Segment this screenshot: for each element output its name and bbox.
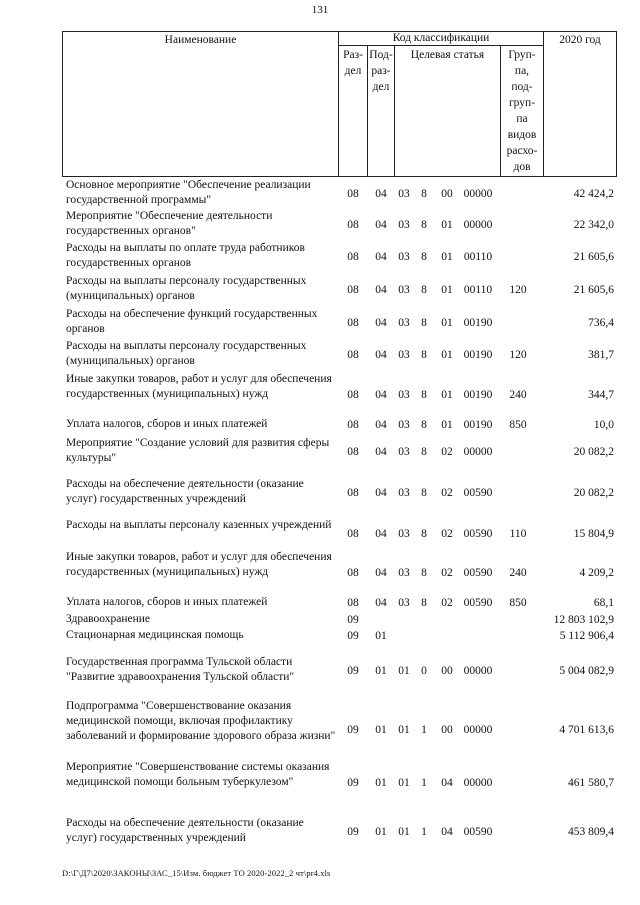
row-name: Уплата налогов, сборов и иных платежей (66, 596, 268, 608)
cell-amount: 461 580,7 (568, 777, 614, 789)
cell-cs1: 03 (398, 188, 410, 200)
cell-vr: 850 (509, 597, 527, 609)
cell-podrazdel: 01 (375, 630, 387, 642)
header-left-border (62, 31, 63, 177)
row-name: Расходы на обеспечение функций государственных органов (66, 308, 318, 335)
row-name: Уплата налогов, сборов и иных платежей (66, 418, 268, 430)
cell-amount: 344,7 (588, 389, 614, 401)
cell-cs1: 01 (398, 826, 410, 838)
header-code-right-border (543, 31, 544, 177)
cell-cs3: 00 (441, 188, 453, 200)
cell-cs1: 01 (398, 665, 410, 677)
cell-amount: 10,0 (593, 419, 614, 431)
cell-cs4: 00000 (463, 219, 493, 231)
cell-cs4: 00000 (463, 188, 493, 200)
cell-cs1: 01 (398, 777, 410, 789)
cell-vr: 240 (509, 567, 527, 579)
cell-amount: 5 112 906,4 (559, 630, 614, 642)
cell-cs4: 00590 (463, 487, 493, 499)
cell-cs1: 03 (398, 251, 410, 263)
row-name: Расходы на выплаты персоналу казенных учреждений (66, 519, 332, 531)
header-year: 2020 год (559, 34, 601, 46)
row-name: Стационарная медицинская помощь (66, 629, 244, 641)
cell-cs2: 8 (421, 419, 427, 431)
cell-amount: 736,4 (588, 317, 614, 329)
cell-cs3: 02 (441, 487, 453, 499)
cell-razdel: 08 (347, 317, 359, 329)
cell-amount: 4 209,2 (579, 567, 614, 579)
cell-cs2: 1 (421, 724, 427, 736)
header-bottom-border (62, 176, 617, 177)
header-group: Груп- па, под- груп- па видов расхо- дов (506, 49, 538, 173)
row-name: Подпрограмма "Совершенствование оказания медицинской помощи, включая профилактику заболеваний и формирование здорового образа жизни" (66, 700, 336, 742)
row-name: Мероприятие "Создание условий для развития сферы культуры" (66, 437, 330, 464)
page-number: 131 (311, 4, 329, 16)
cell-podrazdel: 04 (375, 528, 387, 540)
header-section: Раз- дел (343, 49, 363, 77)
cell-cs4: 00190 (463, 419, 493, 431)
cell-cs4: 00000 (463, 777, 493, 789)
cell-vr: 240 (509, 389, 527, 401)
cell-cs3: 01 (441, 419, 453, 431)
row-name: Расходы на выплаты персоналу государственных (муниципальных) органов (66, 340, 307, 367)
cell-cs3: 04 (441, 826, 453, 838)
cell-amount: 21 605,6 (573, 251, 614, 263)
cell-cs1: 03 (398, 219, 410, 231)
cell-amount: 15 804,9 (573, 528, 614, 540)
cell-cs3: 02 (441, 528, 453, 540)
cell-razdel: 08 (347, 487, 359, 499)
cell-razdel: 09 (347, 777, 359, 789)
cell-cs4: 00000 (463, 724, 493, 736)
cell-razdel: 09 (347, 724, 359, 736)
cell-cs1: 03 (398, 284, 410, 296)
cell-podrazdel: 04 (375, 567, 387, 579)
cell-cs4: 00590 (463, 567, 493, 579)
cell-razdel: 08 (347, 446, 359, 458)
cell-podrazdel: 04 (375, 219, 387, 231)
cell-cs1: 03 (398, 349, 410, 361)
cell-razdel: 08 (347, 284, 359, 296)
cell-cs4: 00190 (463, 317, 493, 329)
cell-cs3: 02 (441, 567, 453, 579)
cell-cs1: 03 (398, 389, 410, 401)
cell-cs2: 8 (421, 567, 427, 579)
cell-cs2: 8 (421, 389, 427, 401)
cell-cs3: 01 (441, 317, 453, 329)
cell-cs3: 00 (441, 665, 453, 677)
cell-podrazdel: 04 (375, 419, 387, 431)
cell-razdel: 08 (347, 219, 359, 231)
cell-cs3: 01 (441, 389, 453, 401)
cell-cs3: 01 (441, 219, 453, 231)
row-name: Государственная программа Тульской области "Развитие здравоохранения Тульской области" (66, 656, 295, 683)
header-name: Наименование (164, 34, 237, 46)
cell-podrazdel: 01 (375, 777, 387, 789)
cell-cs1: 03 (398, 597, 410, 609)
row-name: Иные закупки товаров, работ и услуг для обеспечения государственных (муниципальных) нужд (66, 551, 332, 578)
cell-cs4: 00590 (463, 528, 493, 540)
row-name: Здравоохранение (66, 613, 151, 625)
cell-razdel: 08 (347, 419, 359, 431)
header-code: Код классификации (392, 32, 490, 44)
cell-podrazdel: 01 (375, 665, 387, 677)
row-name: Расходы на выплаты персоналу государственных (муниципальных) органов (66, 275, 307, 302)
cell-cs4: 00000 (463, 665, 493, 677)
cell-razdel: 09 (347, 826, 359, 838)
cell-vr: 120 (509, 349, 527, 361)
cell-razdel: 08 (347, 389, 359, 401)
cell-razdel: 08 (347, 597, 359, 609)
cell-cs2: 8 (421, 597, 427, 609)
cell-vr: 120 (509, 284, 527, 296)
cell-cs2: 8 (421, 317, 427, 329)
cell-podrazdel: 04 (375, 251, 387, 263)
cell-amount: 21 605,6 (573, 284, 614, 296)
cell-podrazdel: 01 (375, 826, 387, 838)
cell-razdel: 08 (347, 251, 359, 263)
cell-razdel: 09 (347, 665, 359, 677)
cell-cs4: 00590 (463, 826, 493, 838)
cell-razdel: 09 (347, 614, 359, 626)
cell-cs3: 01 (441, 349, 453, 361)
cell-cs4: 00190 (463, 349, 493, 361)
cell-cs2: 0 (421, 665, 427, 677)
cell-cs1: 03 (398, 528, 410, 540)
cell-cs2: 8 (421, 251, 427, 263)
cell-cs2: 8 (421, 188, 427, 200)
cell-amount: 42 424,2 (573, 188, 614, 200)
row-name: Мероприятие "Совершенствование системы оказания медицинской помощи больным туберкулезом" (66, 761, 330, 788)
cell-podrazdel: 01 (375, 724, 387, 736)
cell-cs1: 03 (398, 419, 410, 431)
footer-file-path: D:\Г\Д7\2020\ЗАКОНЫ\ЗАС_15\Изм. бюджет ТО 2020-2022_2 чт\pr4.xls (62, 868, 331, 878)
cell-razdel: 08 (347, 188, 359, 200)
cell-cs1: 03 (398, 487, 410, 499)
cell-podrazdel: 04 (375, 284, 387, 296)
header-right-border (616, 31, 617, 177)
cell-cs2: 8 (421, 487, 427, 499)
cell-amount: 20 082,2 (573, 487, 614, 499)
cell-cs2: 8 (421, 446, 427, 458)
cell-podrazdel: 04 (375, 317, 387, 329)
cell-podrazdel: 04 (375, 188, 387, 200)
header-subsection: Под- раз- дел (369, 49, 393, 93)
cell-podrazdel: 04 (375, 446, 387, 458)
row-name: Расходы на обеспечение деятельности (оказание услуг) государственных учреждений (66, 478, 304, 505)
row-name: Мероприятие "Обеспечение деятельности государственных органов" (66, 210, 273, 237)
cell-cs3: 00 (441, 724, 453, 736)
cell-cs1: 03 (398, 446, 410, 458)
row-name: Расходы на обеспечение деятельности (оказание услуг) государственных учреждений (66, 817, 304, 844)
cell-razdel: 08 (347, 528, 359, 540)
header-subsection-divider (394, 45, 395, 177)
cell-amount: 20 082,2 (573, 446, 614, 458)
cell-cs2: 1 (421, 777, 427, 789)
cell-amount: 453 809,4 (568, 826, 614, 838)
cell-amount: 5 004 082,9 (559, 665, 614, 677)
cell-cs2: 8 (421, 284, 427, 296)
cell-cs2: 8 (421, 349, 427, 361)
cell-cs1: 01 (398, 724, 410, 736)
cell-razdel: 09 (347, 630, 359, 642)
cell-podrazdel: 04 (375, 487, 387, 499)
cell-cs4: 00110 (463, 284, 493, 296)
cell-cs3: 01 (441, 251, 453, 263)
cell-cs2: 8 (421, 528, 427, 540)
cell-cs3: 02 (441, 446, 453, 458)
cell-cs4: 00590 (463, 597, 493, 609)
cell-amount: 12 803 102,9 (553, 614, 614, 626)
header-target: Целевая статья (410, 49, 485, 61)
cell-cs4: 00110 (463, 251, 493, 263)
cell-amount: 381,7 (588, 349, 614, 361)
cell-amount: 22 342,0 (573, 219, 614, 231)
cell-cs4: 00000 (463, 446, 493, 458)
cell-cs3: 04 (441, 777, 453, 789)
cell-cs3: 01 (441, 284, 453, 296)
cell-podrazdel: 04 (375, 389, 387, 401)
cell-vr: 110 (509, 528, 527, 540)
cell-cs3: 02 (441, 597, 453, 609)
cell-cs2: 8 (421, 219, 427, 231)
cell-cs1: 03 (398, 567, 410, 579)
cell-amount: 68,1 (593, 597, 614, 609)
cell-amount: 4 701 613,6 (559, 724, 614, 736)
cell-cs1: 03 (398, 317, 410, 329)
row-name: Основное мероприятие "Обеспечение реализации государственной программы" (66, 179, 311, 206)
cell-razdel: 08 (347, 349, 359, 361)
cell-cs4: 00190 (463, 389, 493, 401)
cell-razdel: 08 (347, 567, 359, 579)
cell-podrazdel: 04 (375, 349, 387, 361)
row-name: Расходы на выплаты по оплате труда работников государственных органов (66, 242, 305, 269)
cell-vr: 850 (509, 419, 527, 431)
cell-cs2: 1 (421, 826, 427, 838)
row-name: Иные закупки товаров, работ и услуг для обеспечения государственных (муниципальных) нужд (66, 373, 332, 400)
cell-podrazdel: 04 (375, 597, 387, 609)
